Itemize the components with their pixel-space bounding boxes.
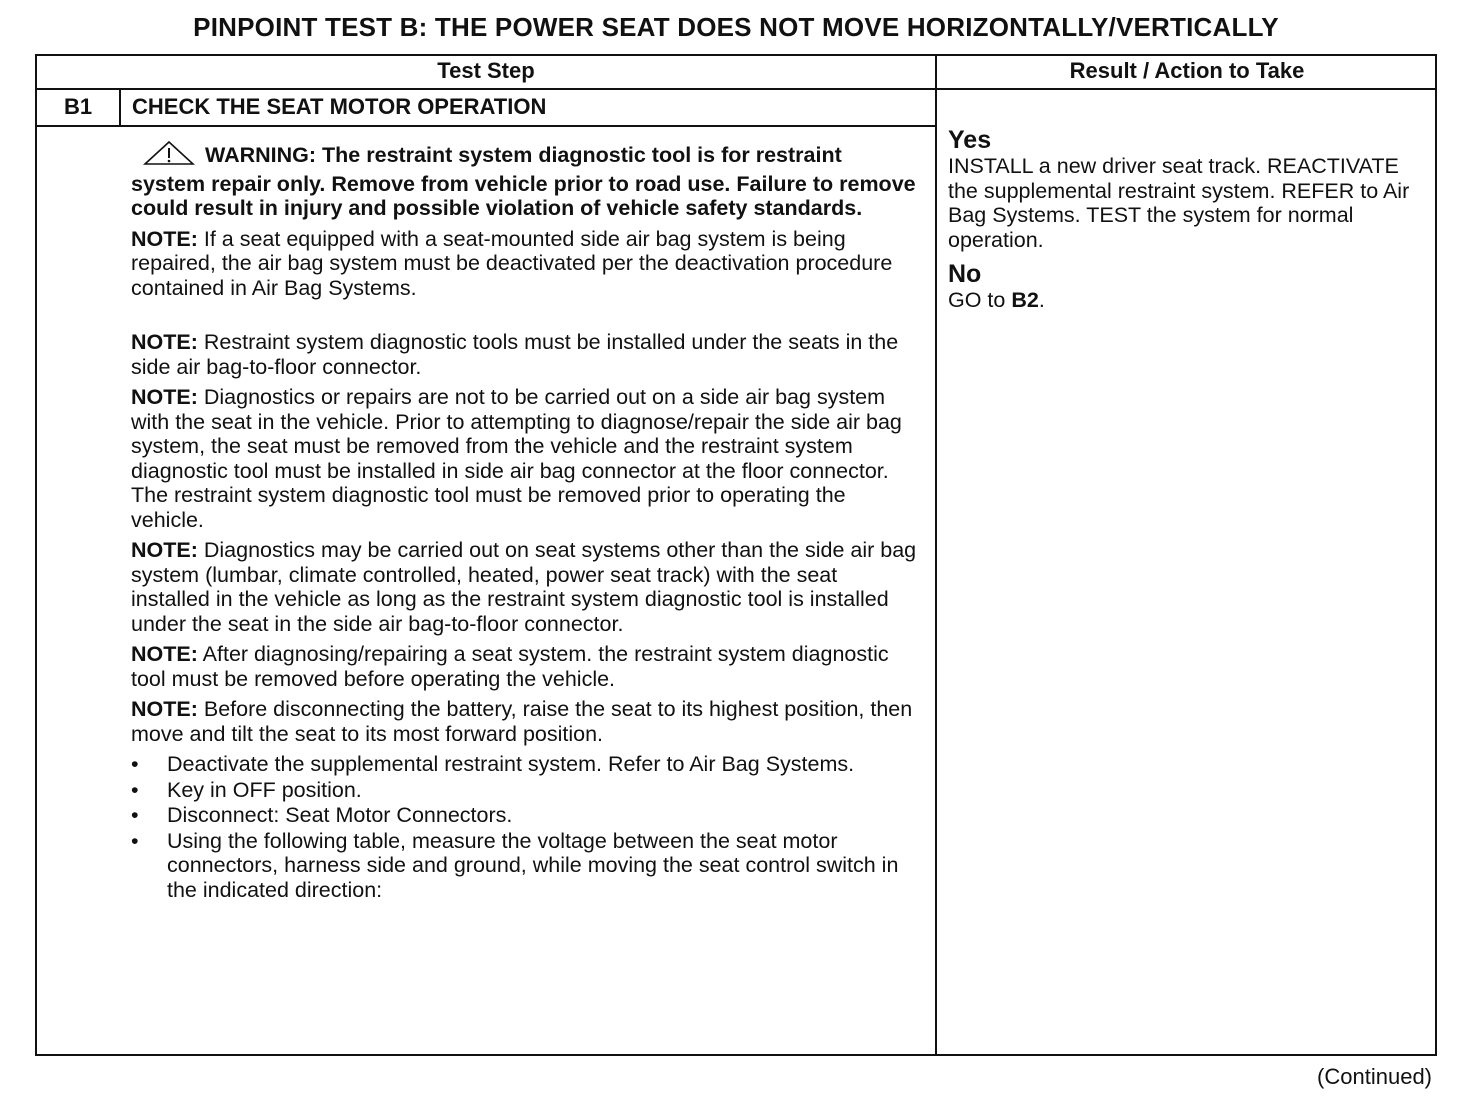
warning-paragraph xyxy=(131,140,921,221)
result-yes-label: Yes xyxy=(948,126,992,154)
list-item: • Key in OFF position. xyxy=(131,777,362,802)
bullet-icon: • xyxy=(131,752,139,776)
note-4 xyxy=(131,642,921,691)
warning-triangle-icon xyxy=(143,140,195,172)
note-0 xyxy=(131,227,921,301)
note-label: NOTE: xyxy=(131,330,198,354)
note-3 xyxy=(131,538,921,636)
note-label: NOTE: xyxy=(131,538,198,562)
bullet-icon: • xyxy=(131,777,139,802)
result-content xyxy=(948,126,1428,313)
goto-step-link: B2 xyxy=(1011,288,1039,312)
list-item: • Using the following table, measure the voltage between the seat motor connectors, harness side and ground, while moving the seat control switch in the indicated direction: xyxy=(131,828,899,902)
note-text: After diagnosing/repairing a seat system. the restraint system diagnostic tool must be removed before operating the vehicle. xyxy=(131,642,889,691)
column-header-test-step: Test Step xyxy=(437,58,535,83)
list-item: • Deactivate the supplemental restraint system. Refer to Air Bag Systems. xyxy=(131,752,855,776)
note-text: Diagnostics or repairs are not to be carried out on a side air bag system with the seat in the vehicle. Prior to attempting to diagnose/repair the side air bag system, the seat must be removed from the vehicle and the restraint system diagnostic tool must be installed in side air bag connector at the floor connector. The restraint system diagnostic tool must be removed prior to operating the vehicle. xyxy=(131,385,902,532)
list-item: • Disconnect: Seat Motor Connectors. xyxy=(131,803,513,827)
note-text: Restraint system diagnostic tools must be installed under the seats in the side air bag-to-floor connector. xyxy=(131,330,899,379)
note-label: NOTE: xyxy=(131,642,198,666)
warning-text: WARNING: The restraint system diagnostic tool is for restraint system repair only. Remove from vehicle prior to road use. Failure to remove could result in injury and possible violation of vehicle safety standards. xyxy=(131,143,916,220)
note-5 xyxy=(131,697,921,746)
note-label: NOTE: xyxy=(131,385,198,409)
continued-label: (Continued) xyxy=(1317,1064,1432,1089)
header-divider xyxy=(35,88,1437,90)
result-no-label: No xyxy=(948,260,982,288)
column-header-result: Result / Action to Take xyxy=(1069,58,1305,83)
result-yes-text: INSTALL a new driver seat track. REACTIVATE the supplemental restraint system. REFER to Air Bag Systems. TEST the system for normal operation. xyxy=(948,154,1410,252)
note-1 xyxy=(131,330,921,379)
step-id: B1 xyxy=(63,94,93,119)
step-title: CHECK THE SEAT MOTOR OPERATION xyxy=(132,94,547,119)
step-title-divider xyxy=(35,125,936,127)
note-text: Diagnostics may be carried out on seat systems other than the side air bag system (lumbar, climate controlled, heated, power seat track) with the seat installed in the vehicle as long as the restraint system diagnostic tool is installed under the seat in the side air bag-to-floor connector. xyxy=(131,538,917,636)
bullet-icon: • xyxy=(131,803,139,827)
note-text: If a seat equipped with a seat-mounted side air bag system is being repaired, the air bag system must be deactivated per the deactivation procedure contained in Air Bag Systems. xyxy=(131,226,893,300)
result-no-text: GO to B2. xyxy=(948,288,1045,312)
step-id-divider xyxy=(119,89,121,126)
note-2 xyxy=(131,385,921,532)
bullet-icon: • xyxy=(131,828,139,853)
column-divider xyxy=(935,54,937,1056)
test-step-content xyxy=(131,140,921,903)
note-text: Before disconnecting the battery, raise the seat to its highest position, then move and tilt the seat to its most forward position. xyxy=(131,697,913,746)
step-actions-list xyxy=(131,752,921,902)
note-label: NOTE: xyxy=(131,226,198,251)
note-label: NOTE: xyxy=(131,697,198,721)
page-title: PINPOINT TEST B: THE POWER SEAT DOES NOT MOVE HORIZONTALLY/VERTICALLY xyxy=(193,12,1279,42)
